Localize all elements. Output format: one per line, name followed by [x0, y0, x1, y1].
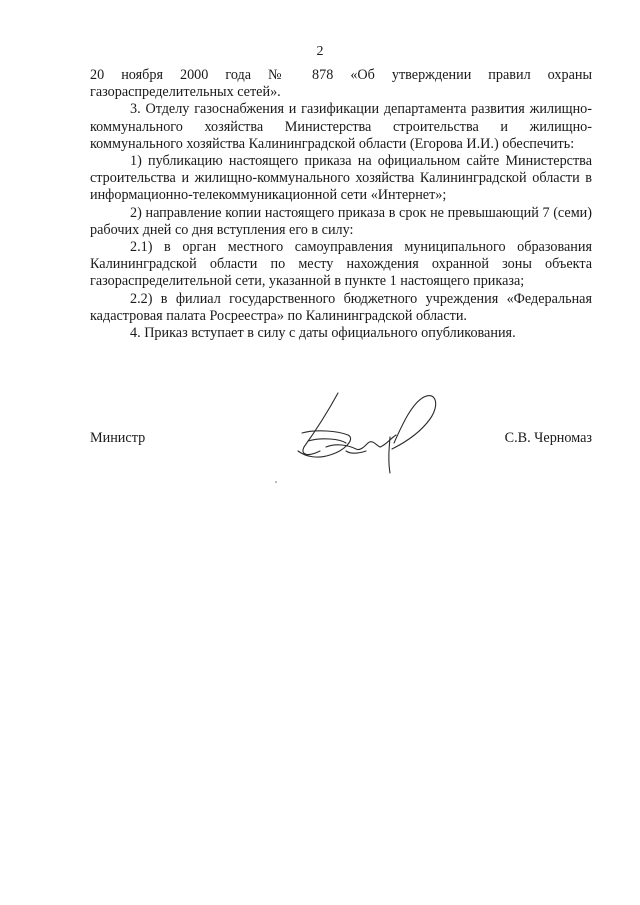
paragraph-item-4: 4. Приказ вступает в силу с даты официального опубликования. [130, 325, 516, 342]
signatory-position: Министр [90, 430, 146, 446]
signatory-name: С.В. Черномаз [504, 430, 592, 446]
signature-block [90, 430, 592, 470]
paragraph-item-3: 3. Отделу газоснабжения и газификации департамента развития жилищно-коммунального хозяйства Министерства строительства и жилищно-коммунального хозяйства Калининградской области (Егорова И.И.) обеспечить: [90, 101, 592, 152]
document-body [90, 67, 592, 342]
paragraph-subitem-2: 2) направление копии настоящего приказа в срок не превышающий 7 (семи) рабочих дней со дня вступления его в силу: [90, 204, 592, 238]
paragraph-subitem-1: 1) публикацию настоящего приказа на официальном сайте Министерства строительства и жилищно-коммунального хозяйства Калининградской области в информационно-телекоммуникационной сети «Интернет»; [90, 153, 592, 204]
scan-artifact [275, 481, 277, 483]
paragraph-continuation: 20 ноября 2000 года № 878 «Об утверждении правил охраны газораспределительных сетей». [90, 67, 592, 101]
page-number: 2 [316, 44, 324, 59]
paragraph-subitem-2-1: 2.1) в орган местного самоуправления муниципального образования Калининградской области по месту нахождения охранной зоны объекта газораспределительной сети, указанной в пункте 1 настоящего приказа; [90, 239, 592, 290]
paragraph-subitem-2-2: 2.2) в филиал государственного бюджетного учреждения «Федеральная кадастровая палата Росреестра» по Калининградской области. [90, 290, 592, 324]
